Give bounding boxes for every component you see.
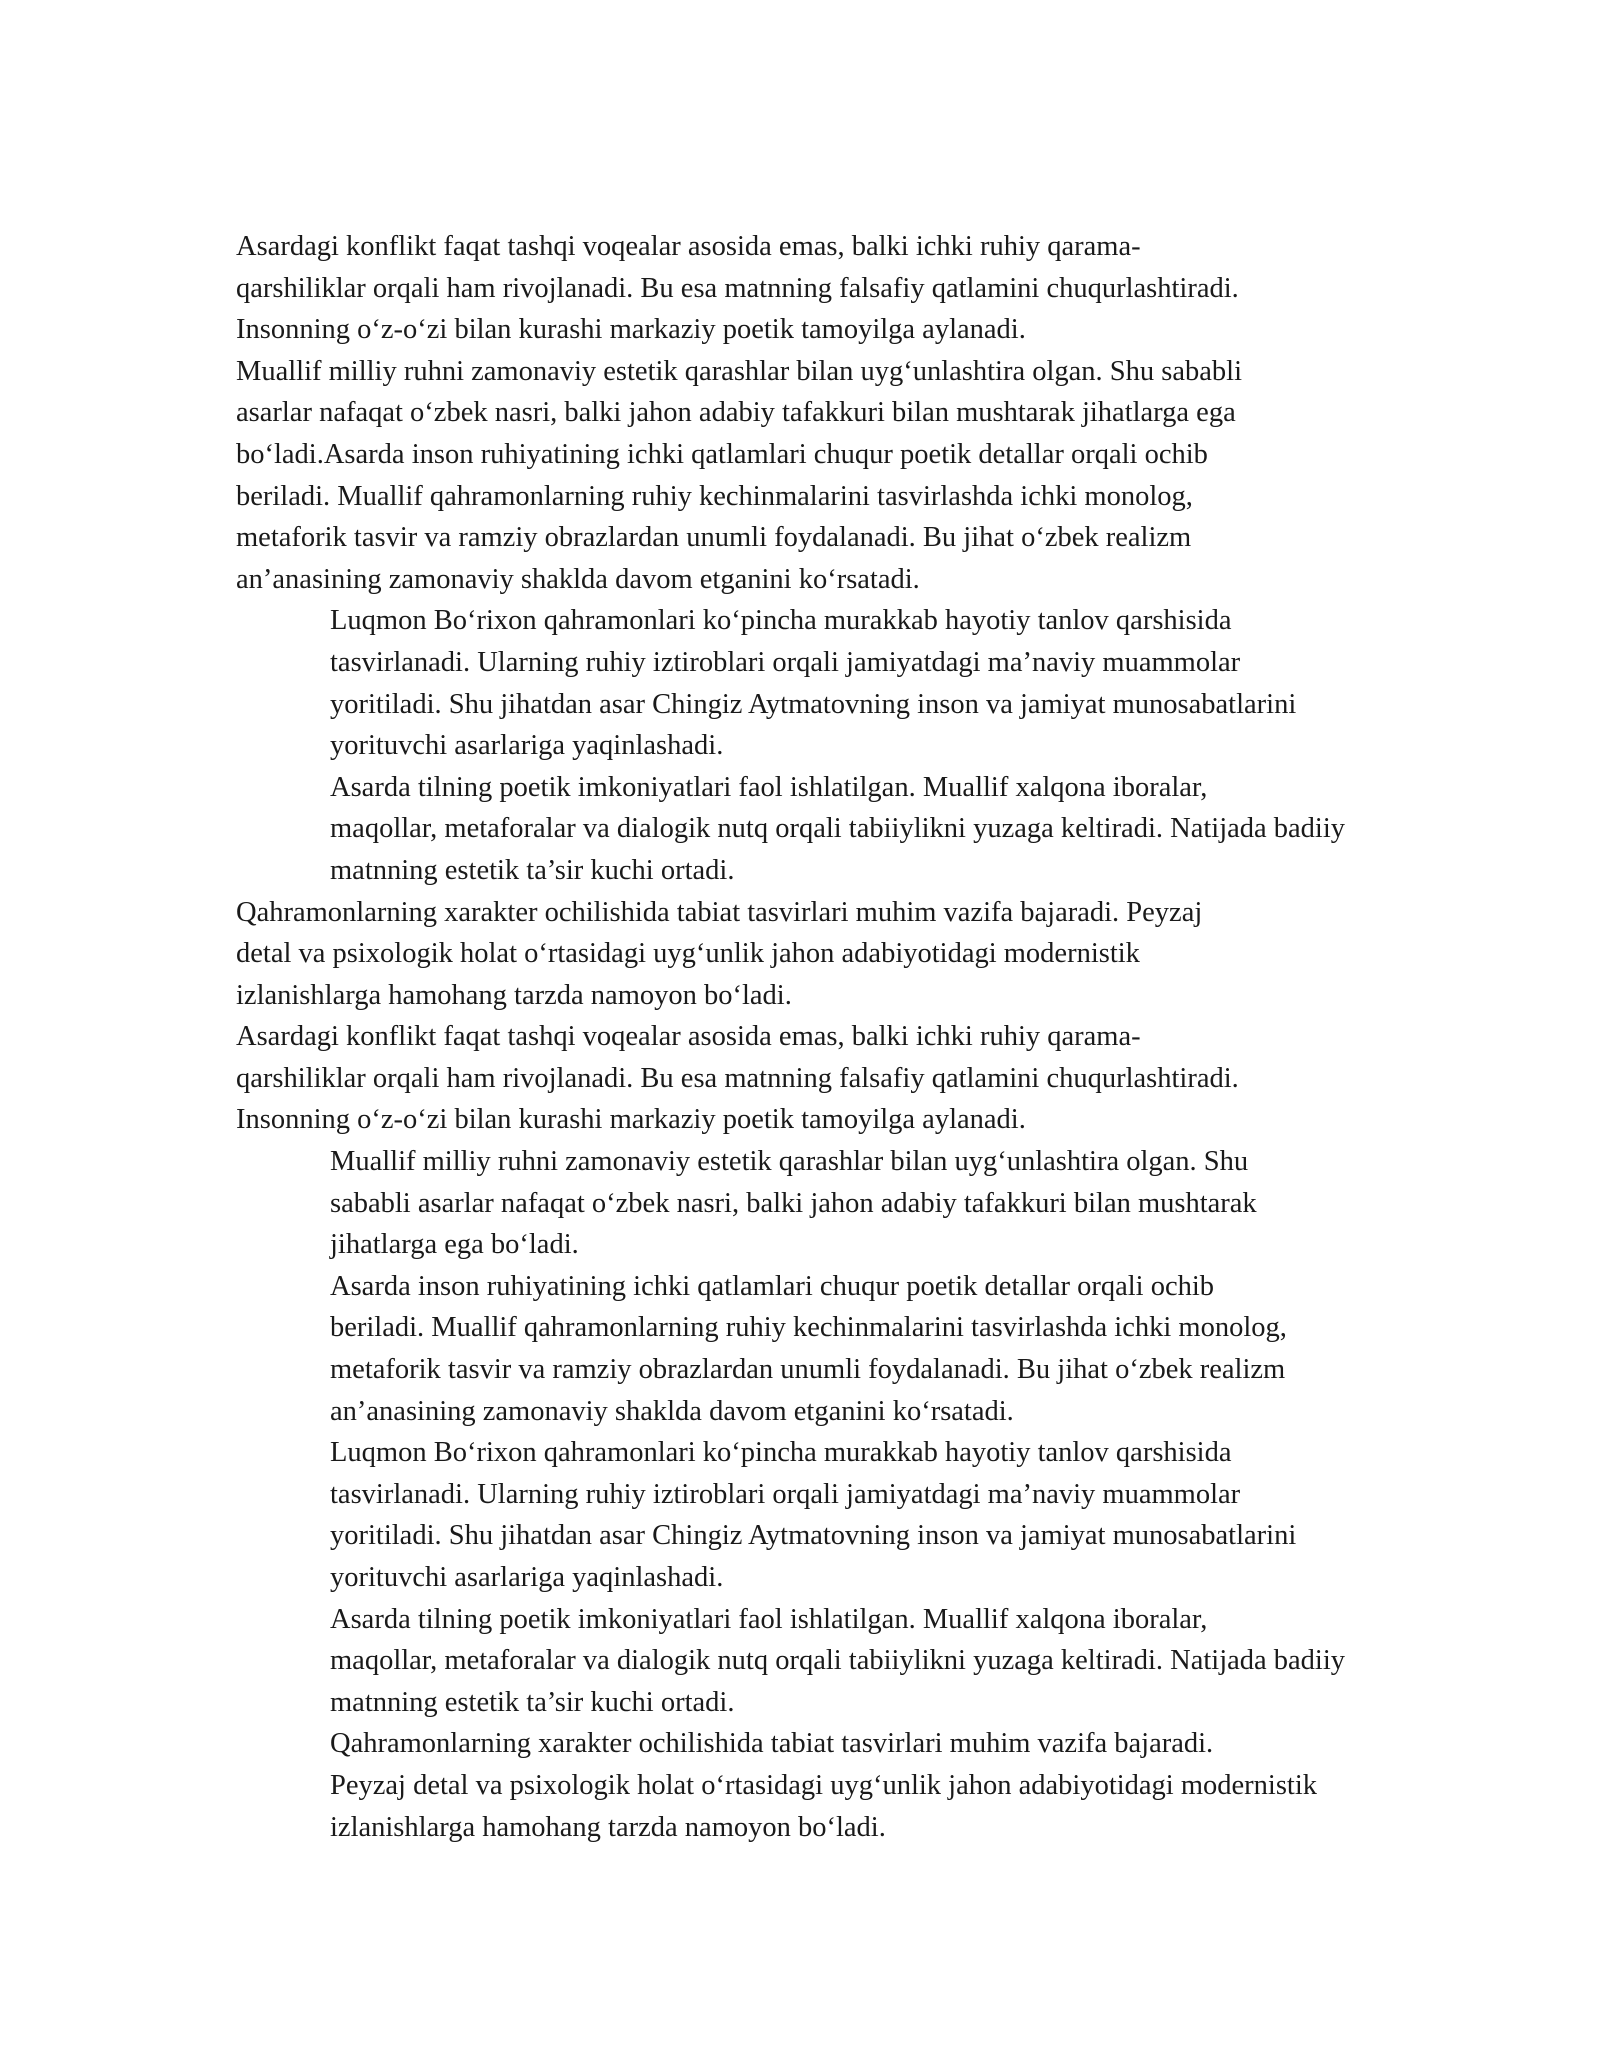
text-line: izlanishlarga hamohang tarzda namoyon bo‘ladi. (330, 1811, 886, 1843)
paragraph (236, 1016, 1376, 1141)
paragraph (236, 767, 1376, 892)
text-line: yoritiladi. Shu jihatdan asar Chingiz Aytmatovning inson va jamiyat munosabatlarini (330, 688, 1297, 720)
text-line: metaforik tasvir va ramziy obrazlardan unumli foydalanadi. Bu jihat o‘zbek realizm (236, 522, 1192, 554)
text-line: bo‘ladi.Asarda inson ruhiyatining ichki qatlamlari chuqur poetik detallar orqali ochib (236, 438, 1208, 470)
text-line: Qahramonlarning xarakter ochilishida tabiat tasvirlari muhim vazifa bajaradi. (330, 1728, 1214, 1760)
text-line: an’anasining zamonaviy shaklda davom etganini ko‘rsatadi. (236, 563, 920, 595)
text-line: Insonning o‘z-o‘zi bilan kurashi markaziy poetik tamoyilga aylanadi. (236, 1104, 1026, 1136)
text-line: beriladi. Muallif qahramonlarning ruhiy kechinmalarini tasvirlashda ichki monolog, (330, 1312, 1287, 1344)
text-line: qarshiliklar orqali ham rivojlanadi. Bu esa matnning falsafiy qatlamini chuqurlashtiradi. (236, 272, 1239, 304)
text-line: maqollar, metaforalar va dialogik nutq orqali tabiiylikni yuzaga keltiradi. Natijada badiiy (330, 813, 1346, 845)
text-line: qarshiliklar orqali ham rivojlanadi. Bu esa matnning falsafiy qatlamini chuqurlashtiradi. (236, 1062, 1239, 1094)
paragraph (236, 351, 1376, 601)
paragraph (236, 1599, 1376, 1724)
text-line: Asardagi konflikt faqat tashqi voqealar asosida emas, balki ichki ruhiy qarama- (236, 1021, 1141, 1053)
paragraph (236, 1141, 1376, 1266)
text-line: detal va psixologik holat o‘rtasidagi uyg‘unlik jahon adabiyotidagi modernistik (236, 938, 1140, 970)
text-line: Asarda tilning poetik imkoniyatlari faol ishlatilgan. Muallif xalqona iboralar, (330, 1603, 1208, 1635)
text-line: yorituvchi asarlariga yaqinlashadi. (330, 730, 724, 762)
paragraph (236, 600, 1376, 766)
text-line: Muallif milliy ruhni zamonaviy estetik qarashlar bilan uyg‘unlashtira olgan. Shu sababli (236, 355, 1242, 387)
paragraph (236, 1266, 1376, 1432)
text-line: Luqmon Bo‘rixon qahramonlari ko‘pincha murakkab hayotiy tanlov qarshisida (330, 605, 1232, 637)
paragraph (236, 1432, 1376, 1598)
text-line: Asardagi konflikt faqat tashqi voqealar asosida emas, balki ichki ruhiy qarama- (236, 231, 1141, 262)
text-line: metaforik tasvir va ramziy obrazlardan unumli foydalanadi. Bu jihat o‘zbek realizm (330, 1354, 1286, 1386)
text-line: yorituvchi asarlariga yaqinlashadi. (330, 1562, 724, 1593)
text-line: yoritiladi. Shu jihatdan asar Chingiz Aytmatovning inson va jamiyat munosabatlarini (330, 1520, 1297, 1552)
text-line: Muallif milliy ruhni zamonaviy estetik qarashlar bilan uyg‘unlashtira olgan. Shu (330, 1146, 1249, 1178)
paragraph (236, 226, 1376, 351)
text-line: asarlar nafaqat o‘zbek nasri, balki jahon adabiy tafakkuri bilan mushtarak jihatlarga ega (236, 397, 1236, 429)
text-line: maqollar, metaforalar va dialogik nutq orqali tabiiylikni yuzaga keltiradi. Natijada badiiy (330, 1645, 1346, 1677)
text-line: an’anasining zamonaviy shaklda davom etganini ko‘rsatadi. (330, 1395, 1014, 1427)
text-line: tasvirlanadi. Ularning ruhiy iztiroblari orqali jamiyatdagi ma’naviy muammolar (330, 1478, 1241, 1510)
text-line: matnning estetik ta’sir kuchi ortadi. (330, 854, 735, 886)
text-line: tasvirlanadi. Ularning ruhiy iztiroblari orqali jamiyatdagi ma’naviy muammolar (330, 646, 1241, 678)
text-line: sababli asarlar nafaqat o‘zbek nasri, balki jahon adabiy tafakkuri bilan mushtarak (330, 1187, 1257, 1219)
text-line: jihatlarga ega bo‘ladi. (330, 1229, 579, 1261)
text-line: izlanishlarga hamohang tarzda namoyon bo‘ladi. (236, 979, 792, 1011)
text-line: Asarda tilning poetik imkoniyatlari faol ishlatilgan. Muallif xalqona iboralar, (330, 771, 1208, 803)
text-line: beriladi. Muallif qahramonlarning ruhiy kechinmalarini tasvirlashda ichki monolog, (236, 480, 1193, 512)
text-line: Luqmon Bo‘rixon qahramonlari ko‘pincha murakkab hayotiy tanlov qarshisida (330, 1437, 1232, 1469)
text-line: Qahramonlarning xarakter ochilishida tabiat tasvirlari muhim vazifa bajaradi. Peyzaj (236, 896, 1203, 928)
paragraph (236, 1723, 1376, 1848)
paragraph (236, 892, 1376, 1017)
text-line: Asarda inson ruhiyatining ichki qatlamlari chuqur poetik detallar orqali ochib (330, 1270, 1215, 1302)
document-body (236, 226, 1376, 1848)
text-line: Insonning o‘z-o‘zi bilan kurashi markaziy poetik tamoyilga aylanadi. (236, 314, 1026, 346)
text-line: matnning estetik ta’sir kuchi ortadi. (330, 1686, 735, 1718)
text-line: Peyzaj detal va psixologik holat o‘rtasidagi uyg‘unlik jahon adabiyotidagi modernistik (330, 1769, 1318, 1801)
